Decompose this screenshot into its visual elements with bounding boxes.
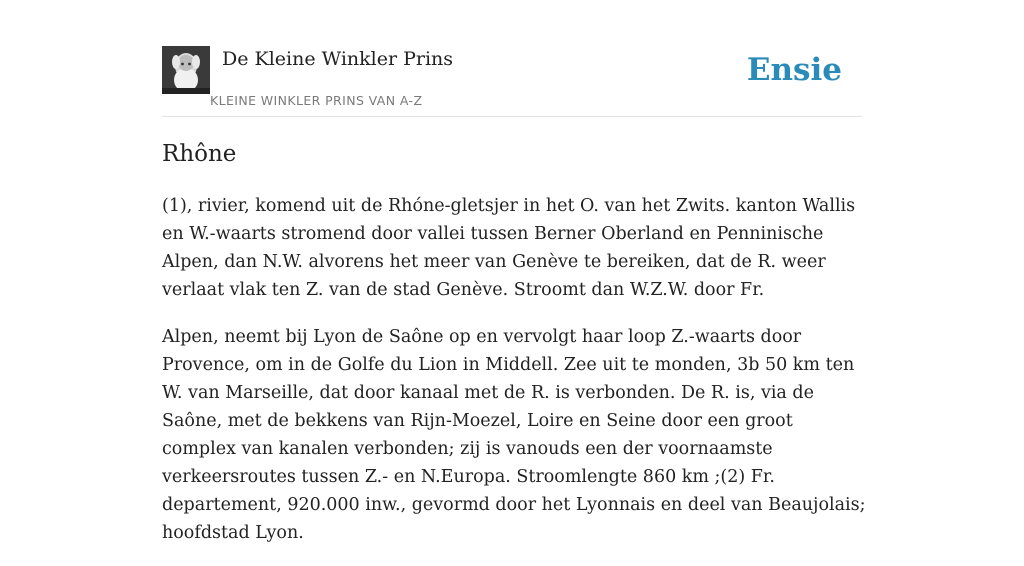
entry-paragraph: (1), rivier, komend uit de Rhóne-gletsjer in het O. van het Zwits. kanton Wallis en W.-waarts stromend door vallei tussen Berner Oberland en Penninische Alpen, dan N.W. alvorens het meer van Genève te bereiken, dat de R. weer verlaat vlak ten Z. van de stad Genève. Stroomt dan W.Z.W. door Fr. xyxy=(162,196,856,300)
brand-logo-link[interactable]: Ensie xyxy=(746,52,842,88)
entry-paragraph: Alpen, neemt bij Lyon de Saône op en vervolgt haar loop Z.-waarts door Provence, om in de Golfe du Lion in Middell. Zee uit te monden, 3b 50 km ten W. van Marseille, dat door kanaal met de R. is verbonden. De R. is, via de Saône, met de bekkens van Rijn-Moezel, Loire en Seine door een groot complex van kanalen verbonden; zij is vanouds een der voornaamste verkeersroutes tussen Z.- en N.Europa. Stroomlengte 860 km ;(2) Fr. departement, 920.000 inw., gevormd door het Lyonnais en deel van Beaujolais; hoofdstad Lyon. xyxy=(162,327,866,543)
entry-body xyxy=(162,192,868,566)
book-subtitle[interactable]: KLEINE WINKLER PRINS VAN A-Z xyxy=(210,93,423,108)
portrait-avatar-icon[interactable] xyxy=(162,46,210,94)
entry-title: Rhône xyxy=(162,141,237,167)
book-title[interactable]: De Kleine Winkler Prins xyxy=(222,48,454,70)
header xyxy=(162,46,862,117)
